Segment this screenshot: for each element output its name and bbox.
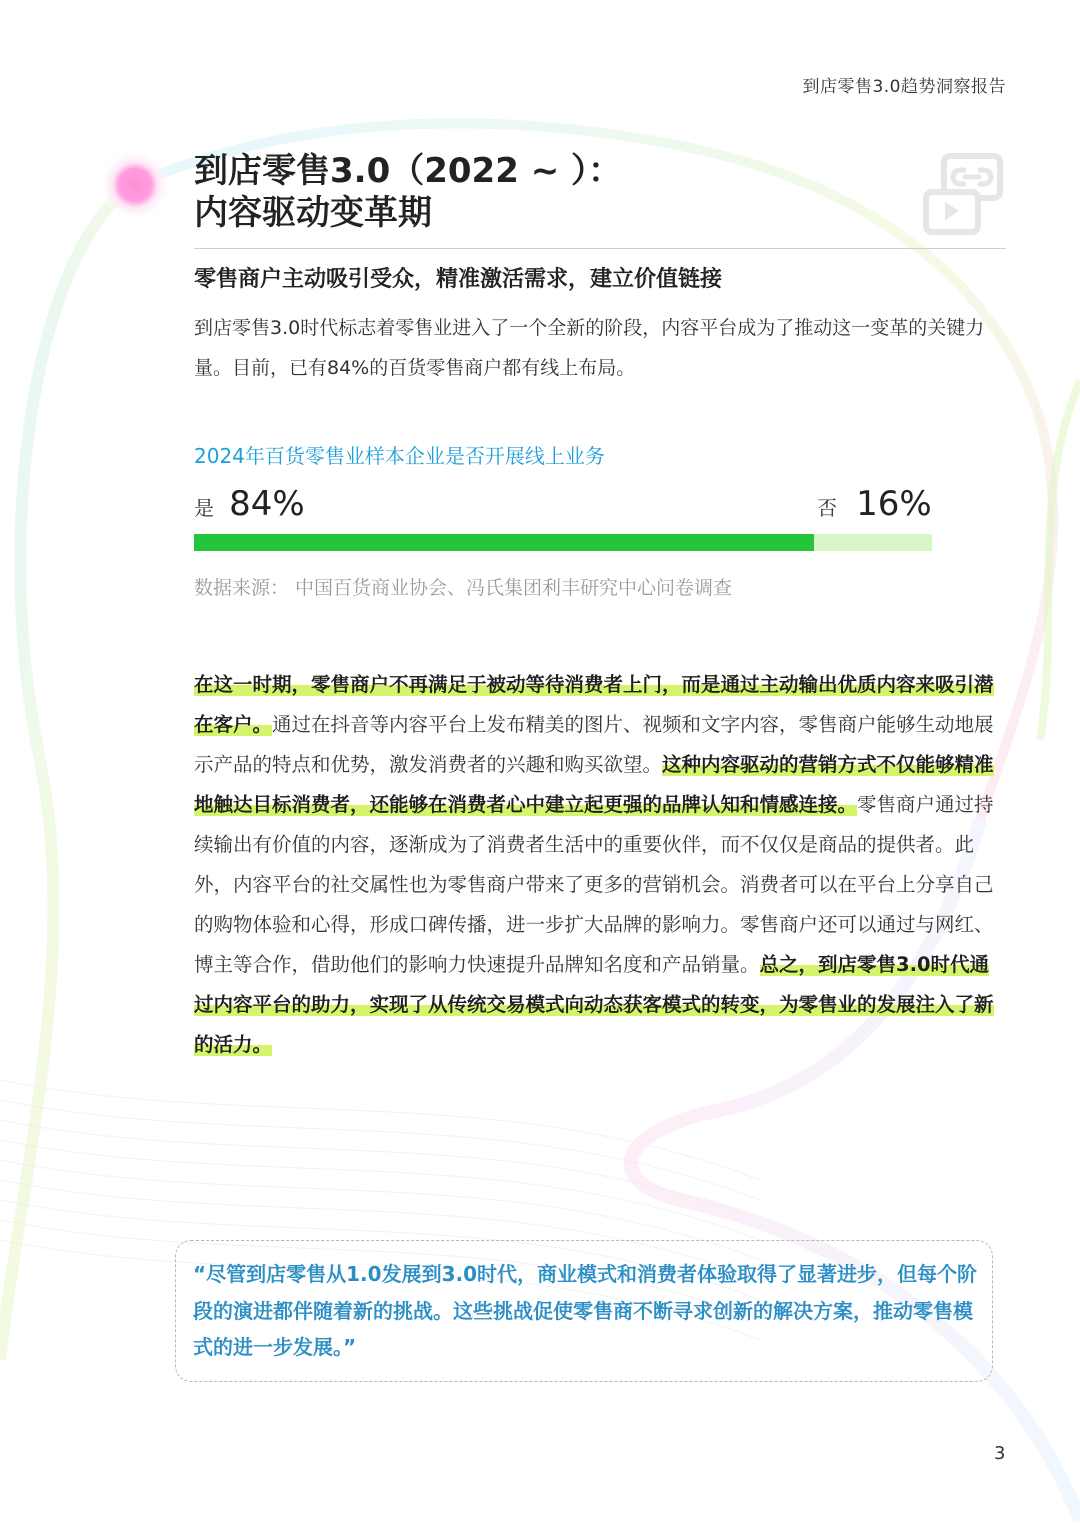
no-label-group bbox=[817, 484, 932, 532]
data-source-note: 数据来源： 中国百货商业协会、冯氏集团利丰研究中心问卷调查 bbox=[194, 577, 733, 599]
chart-title: 2024年百货零售业样本企业是否开展线上业务 bbox=[194, 444, 605, 468]
page-title bbox=[194, 150, 622, 234]
bar-segment-no bbox=[814, 534, 932, 551]
body-segment-5: 总之，到店零售3.0时代通过内容平台的助力，实现了从传统交易模式向动态获客模式的转变，为零售业的发展注入了新的活力。 bbox=[194, 953, 994, 1056]
body-segment-4: 零售商户通过持续输出有价值的内容，逐渐成为了消费者生活中的重要伙伴，而不仅仅是商品的提供者。此外，内容平台的社交属性也为零售商户带来了更多的营销机会。消费者可以在平台上分享自己的购物体验和心得，形成口碑传播，进一步扩大品牌的影响力。零售商户还可以通过与网红、博主等合作，借助他们的影响力快速提升品牌知名度和产品销量。 bbox=[194, 793, 994, 976]
body-paragraph bbox=[194, 665, 994, 1065]
swirl-outer bbox=[0, 185, 135, 1360]
yes-value-label: 84% bbox=[229, 484, 305, 524]
bar-segment-yes bbox=[194, 534, 814, 551]
pink-glow-dot-icon bbox=[98, 148, 172, 222]
body-segment-2: 通过在抖音等内容平台上发布精美的图片、视频和文字内容，零售商户能够生动地展示产品的特点和优势，激发消费者的兴趣和购买欲望。 bbox=[194, 713, 994, 776]
yes-category-label: 是 bbox=[194, 496, 214, 520]
body-segment-3: 这种内容驱动的营销方式不仅能够精准地触达目标消费者，还能够在消费者心中建立起更强的品牌认知和情感连接。 bbox=[194, 753, 994, 816]
section-subheading: 零售商户主动吸引受众，精准激活需求，建立价值链接 bbox=[194, 267, 723, 292]
intro-paragraph: 到店零售3.0时代标志着零售业进入了一个全新的阶段，内容平台成为了推动这一变革的关键力量。目前，已有84%的百货零售商户都有线上布局。 bbox=[194, 317, 985, 379]
body-segment-1: 在这一时期，零售商户不再满足于被动等待消费者上门，而是通过主动输出优质内容来吸引潜在客户。 bbox=[194, 673, 994, 736]
no-value-label: 16% bbox=[856, 484, 932, 524]
title-divider bbox=[194, 248, 1006, 249]
running-header: 到店零售3.0趋势洞察报告 bbox=[802, 77, 1006, 97]
page-number: 3 bbox=[994, 1443, 1006, 1464]
no-category-label: 否 bbox=[817, 496, 837, 520]
page-title-line-2: 内容驱动变革期 bbox=[194, 193, 432, 233]
yes-label-group bbox=[194, 484, 305, 532]
quote-text: “尽管到店零售从1.0发展到3.0时代，商业模式和消费者体验取得了显著进步，但每个阶段的演进都伴随着新的挑战。这些挑战促使零售商不断寻求创新的解决方案，推动零售模式的进一步发展。” bbox=[193, 1262, 978, 1359]
page-title-line-1: 到店零售3.0（2022 ~ ）： bbox=[194, 151, 623, 191]
swirl-right bbox=[1040, 380, 1080, 740]
link-video-icon bbox=[918, 150, 1008, 238]
